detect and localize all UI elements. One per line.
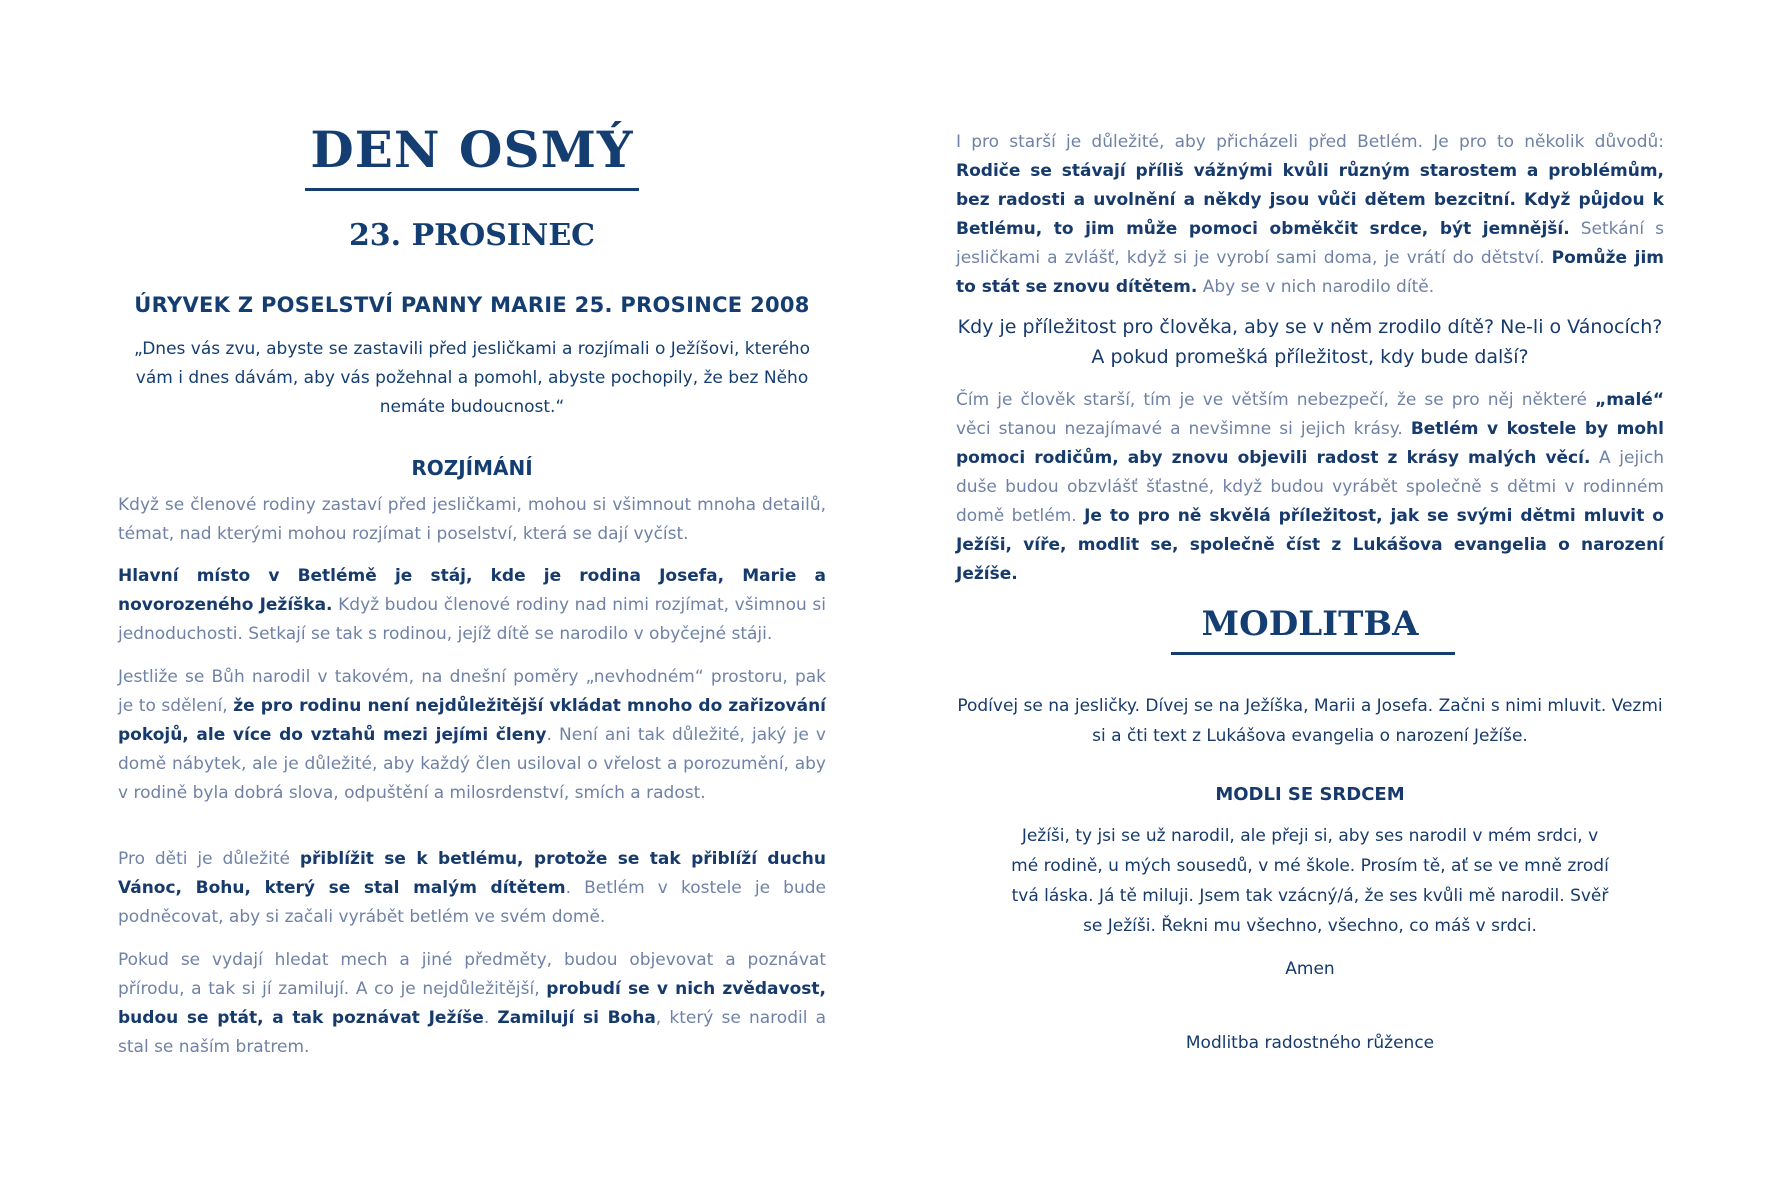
prayer-title-underline	[1171, 652, 1455, 655]
question-text: Kdy je příležitost pro člověka, aby se v něm zrodilo dítě? Ne-li o Vánocích? A pokud promešká příležitost, kdy bude další?	[957, 316, 1663, 368]
message-quote: „Dnes vás zvu, abyste se zastavili před jesličkami a rozjímali o Ježíšovi, kterého vám i dnes dávám, aby vás požehnal a pomohl, abyste pochopily, že bez Něho nemáte budoucnost.“	[134, 339, 810, 417]
meditation-paragraph-2: Hlavní místo v Betlémě je stáj, kde je rodina Josefa, Marie a novorozeného Ježíška. Když budou členové rodiny nad nimi rozjímat, všimnou si jednoduchosti. Setkají se tak s rodinou, jejíž dítě se narodilo v obyčejné stáji.	[118, 566, 827, 644]
page-title: DEN OSMÝ	[310, 120, 634, 179]
date-heading: 23. PROSINEC	[348, 218, 596, 253]
prayer-text: Ježíši, ty jsi se už narodil, ale přeji si, aby ses narodil v mém srdci, v mé rodině, u mých sousedů, v mé škole. Prosím tě, ať se ve mně zrodí tvá láska. Já tě miluji. Jsem tak vzácný/á, že ses kvůli mě narodil. Svěř se Ježíši. Řekni mu všechno, všechno, co máš v srdci.	[1011, 826, 1609, 936]
amen-text: Amen	[1285, 959, 1335, 979]
older-people-paragraph: Čím je člověk starší, tím je ve větším nebezpečí, že se pro něj některé „malé“ věci stanou nezajímavé a nevšimne si jejich krásy. Betlém v kostele by mohl pomoci rodičům, aby znovu objevili radost z krásy malých věcí. A jejich duše budou obzvlášť šťastné, když budou vyrábět společně s dětmi v rodinném domě betlém. Je to pro ně skvělá příležitost, jak se svými dětmi mluvit o Ježíši, víře, modlit se, společně číst z Lukášova evangelia o narození Ježíše.	[956, 390, 1665, 584]
meditation-paragraph-5: Pokud se vydají hledat mech a jiné předměty, budou objevovat a poznávat přírodu, a tak si jí zamilují. A co je nejdůležitější, probudí se v nich zvědavost, budou se ptát, a tak poznávat Ježíše. Zamilují si Boha, který se narodil a stal se naším bratrem.	[118, 950, 826, 1057]
title-underline	[305, 188, 639, 191]
meditation-paragraph-3: Jestliže se Bůh narodil v takovém, na dnešní poměry „nevhodném“ prostoru, pak je to sdělení, že pro rodinu není nejdůležitější vkládat mnoho do zařizování pokojů, ale více do vztahů mezi jejími členy. Není ani tak důležité, jaký je v domě nábytek, ale je důležité, aby každý člen usiloval o vřelost a porozumění, aby v rodině byla dobrá slova, odpuštění a milosrdenství, smích a radost.	[118, 667, 826, 803]
pray-heading: MODLI SE SRDCEM	[1215, 784, 1405, 805]
prayer-source: Modlitba radostného růžence	[1185, 1033, 1435, 1053]
prayer-instruction: Podívej se na jesličky. Dívej se na Ježíška, Marii a Josefa. Začni s nimi mluvit. Vezmi si a čti text z Lukášova evangelia o narození Ježíše.	[957, 696, 1663, 746]
meditation-paragraph-1: Když se členové rodiny zastaví před jesličkami, mohou si všimnout mnoha detailů, témat, nad kterými mohou rozjímat i poselství, která se dají vyčíst.	[118, 495, 826, 544]
elders-paragraph: I pro starší je důležité, aby přicházeli před Betlém. Je pro to několik důvodů: Rodiče se stávají příliš vážnými kvůli různým starostem a problémům, bez radosti a uvolnění a někdy jsou vůči dětem bezcitní. Když půjdou k Betlému, to jim může pomoci obměkčit srdce, být jemnější. Setkání s jesličkami a zvlášť, když si je vyrobí sami doma, je vrátí do dětství. Pomůže jim to stát se znovu dítětem. Aby se v nich narodilo dítě.	[956, 132, 1664, 297]
excerpt-heading: ÚRYVEK Z POSELSTVÍ PANNY MARIE 25. PROSINCE 2008	[134, 293, 810, 317]
meditation-paragraph-4: Pro děti je důležité přiblížit se k betlému, protože se tak přiblíží duchu Vánoc, Bohu, který se stal malým dítětem. Betlém v kostele je bude podněcovat, aby si začali vyrábět betlém ve svém domě.	[118, 849, 826, 927]
prayer-title: MODLITBA	[1201, 604, 1419, 644]
meditation-heading: ROZJÍMÁNÍ	[411, 456, 533, 480]
